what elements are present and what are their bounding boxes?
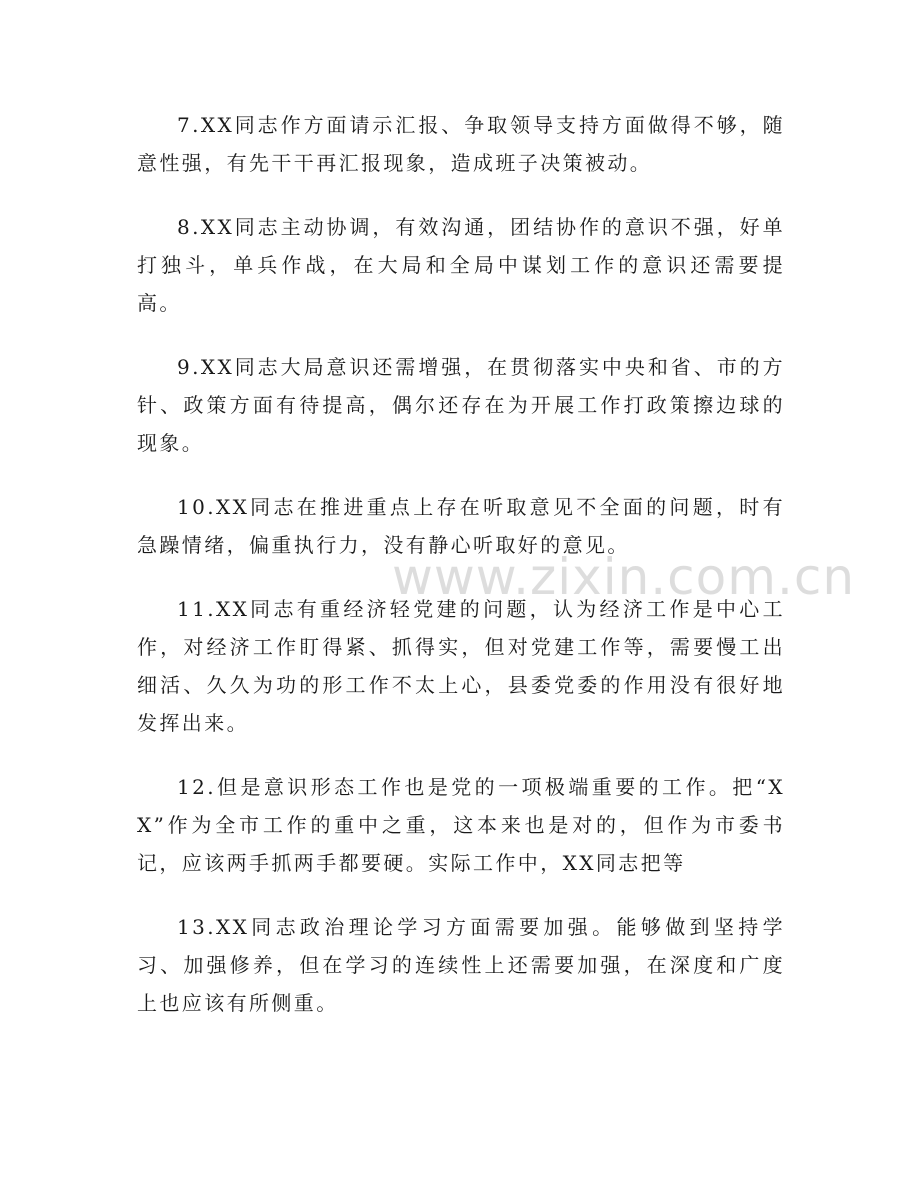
watermark-text: www.zixin.com.cn	[392, 548, 856, 606]
paragraph-9: 9.XX同志大局意识还需增强，在贯彻落实中央和省、市的方针、政策方面有待提高，偶尔还存在为开展工作打政策擦边球的现象。	[137, 355, 785, 455]
paragraph-10: 10.XX同志在推进重点上存在听取意见不全面的问题，时有急躁情绪，偏重执行力，没有静心听取好的意见。	[137, 495, 785, 557]
paragraph-12: 12.但是意识形态工作也是党的一项极端重要的工作。把“XX”作为全市工作的重中之重，这本来也是对的，但作为市委书记，应该两手抓两手都要硬。实际工作中，XX同志把等	[137, 775, 785, 875]
document-body	[137, 106, 785, 1048]
paragraph-7: 7.XX同志作方面请示汇报、争取领导支持方面做得不够，随意性强，有先干干再汇报现象，造成班子决策被动。	[137, 113, 785, 175]
paragraph-11: 11.XX同志有重经济轻党建的问题，认为经济工作是中心工作，对经济工作盯得紧、抓得实，但对党建工作等，需要慢工出细活、久久为功的形工作不太上心，县委党委的作用没有很好地发挥出来。	[137, 597, 785, 735]
paragraph-13: 13.XX同志政治理论学习方面需要加强。能够做到坚持学习、加强修养，但在学习的连续性上还需要加强，在深度和广度上也应该有所侧重。	[137, 915, 785, 1015]
paragraph-8: 8.XX同志主动协调，有效沟通，团结协作的意识不强，好单打独斗，单兵作战，在大局和全局中谋划工作的意识还需要提高。	[137, 215, 785, 315]
